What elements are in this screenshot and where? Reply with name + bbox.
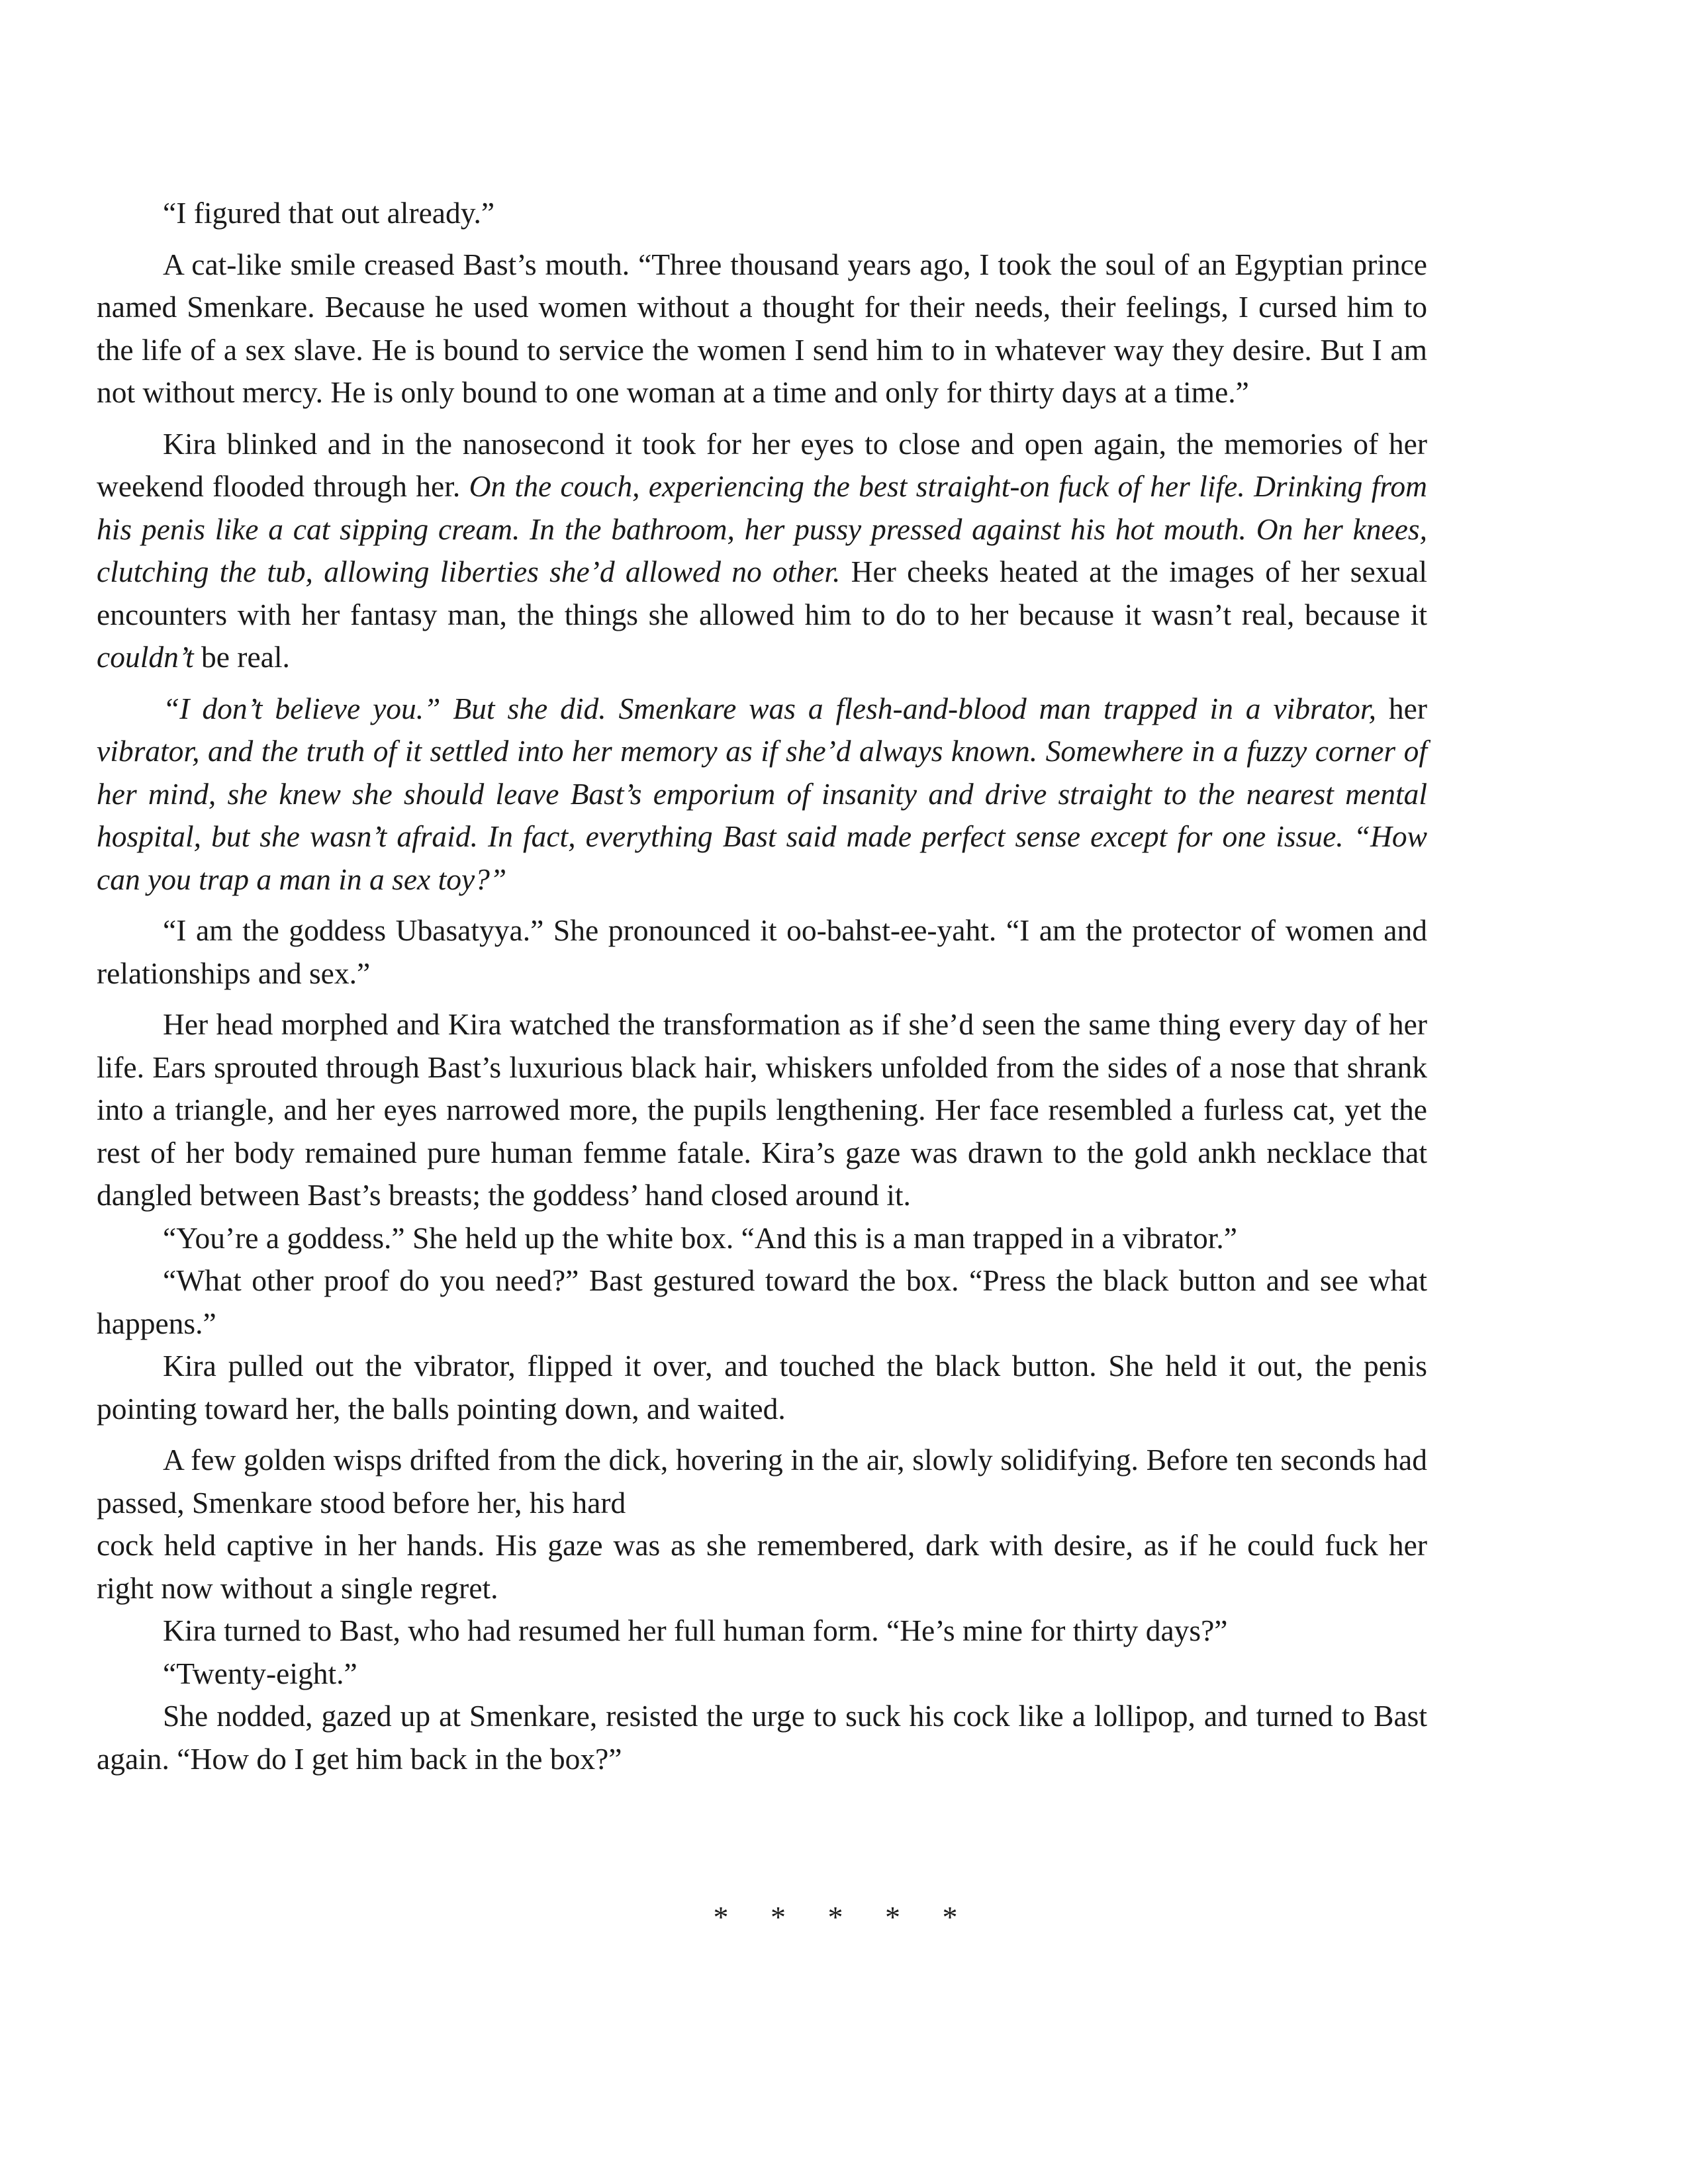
paragraph-6: Her head morphed and Kira watched the transformation as if she’d seen the same thing every day of her life. Ears sprouted through Bast’s luxurious black hair, whiskers unfolded from the sides of a nose that shrank into a triangle, and her eyes narrowed more, the pupils lengthening. Her face resembled a furless cat, yet the rest of her body remained pure human femme fatale. Kira’s gaze was drawn to the gold ankh necklace that dangled between Bast’s breasts; the goddess’ hand closed around it.	[97, 1007, 1427, 1212]
paragraph-1: “I figured that out already.”	[163, 196, 495, 230]
paragraph-4-italic-c: vibrator, and the truth of it settled into her memory as if she’d always known. Somewhere in a fuzzy corner of her mind, she knew she should leave Bast’s emporium of insanity and drive straight to the nearest mental hospital, but she wasn’t afraid. In fact, everything Bast said made perfect sense except for one issue. “How can you trap a man in a sex toy?”	[97, 734, 1427, 896]
paragraph-3-text-c: Her cheeks heated at the images of her sexual encounters with her fantasy man, the things she allowed him to do to her because it wasn’t real, because it	[97, 555, 1427, 631]
paragraph-4-text-her: her	[1376, 691, 1427, 725]
paragraph-7: “You’re a goddess.” She held up the white box. “And this is a man trapped in a vibrator.”	[163, 1220, 1237, 1255]
paragraph-9: Kira pulled out the vibrator, flipped it over, and touched the black button. She held it out, the penis pointing toward her, the balls pointing down, and waited.	[97, 1349, 1427, 1426]
paragraph-8: “What other proof do you need?” Bast gestured toward the box. “Press the black button and see what happens.”	[97, 1263, 1427, 1340]
paragraph-5: “I am the goddess Ubasatyya.” She pronounced it oo-bahst-ee-yaht. “I am the protector of women and relationships and sex.”	[97, 913, 1427, 990]
page-body	[97, 192, 1427, 1780]
paragraph-4	[97, 688, 1427, 901]
paragraph-3-text-e: be real.	[193, 640, 290, 674]
paragraph-3-text-a: Kira blinked and in the nanosecond it took for her eyes to close and open again, the memories of her weekend flooded through her.	[97, 426, 1427, 503]
paragraph-2: A cat-like smile creased Bast’s mouth. “Three thousand years ago, I took the soul of an Egyptian prince named Smenkare. Because he used women without a thought for their needs, their feelings, I cursed him to the life of a sex slave. He is bound to service the women I send him to in whatever way they desire. But I am not without mercy. He is only bound to one woman at a time and only for thirty days at a time.”	[97, 247, 1427, 409]
scene-break: * * * * *	[713, 1900, 975, 1934]
paragraph-12: “Twenty-eight.”	[163, 1656, 357, 1690]
paragraph-10b: cock held captive in her hands. His gaze was as she remembered, dark with desire, as if he could fuck her right now without a single regret.	[97, 1528, 1427, 1605]
paragraph-3-italic-couldnt: couldn’t	[97, 640, 194, 674]
paragraph-3-italic-memories: On the couch, experiencing the best straight-on fuck of her life. Drinking from his penis like a cat sipping cream. In the bathroom, her pussy pressed against his hot mouth. On her knees, clutching the tub, allowing liberties she’d allowed no other.	[97, 469, 1427, 588]
paragraph-11: Kira turned to Bast, who had resumed her full human form. “He’s mine for thirty days?”	[163, 1614, 1228, 1647]
paragraph-4-italic-a: “I don’t believe you.” But she did. Smenkare was a flesh-and-blood man trapped in a vibrator,	[163, 691, 1376, 725]
paragraph-13: She nodded, gazed up at Smenkare, resisted the urge to suck his cock like a lollipop, and turned to Bast again. “How do I get him back in the box?”	[97, 1699, 1427, 1776]
paragraph-10a: A few golden wisps drifted from the dick, hovering in the air, slowly solidifying. Before ten seconds had passed, Smenkare stood before her, his hard	[97, 1443, 1427, 1520]
paragraph-3	[97, 423, 1427, 679]
